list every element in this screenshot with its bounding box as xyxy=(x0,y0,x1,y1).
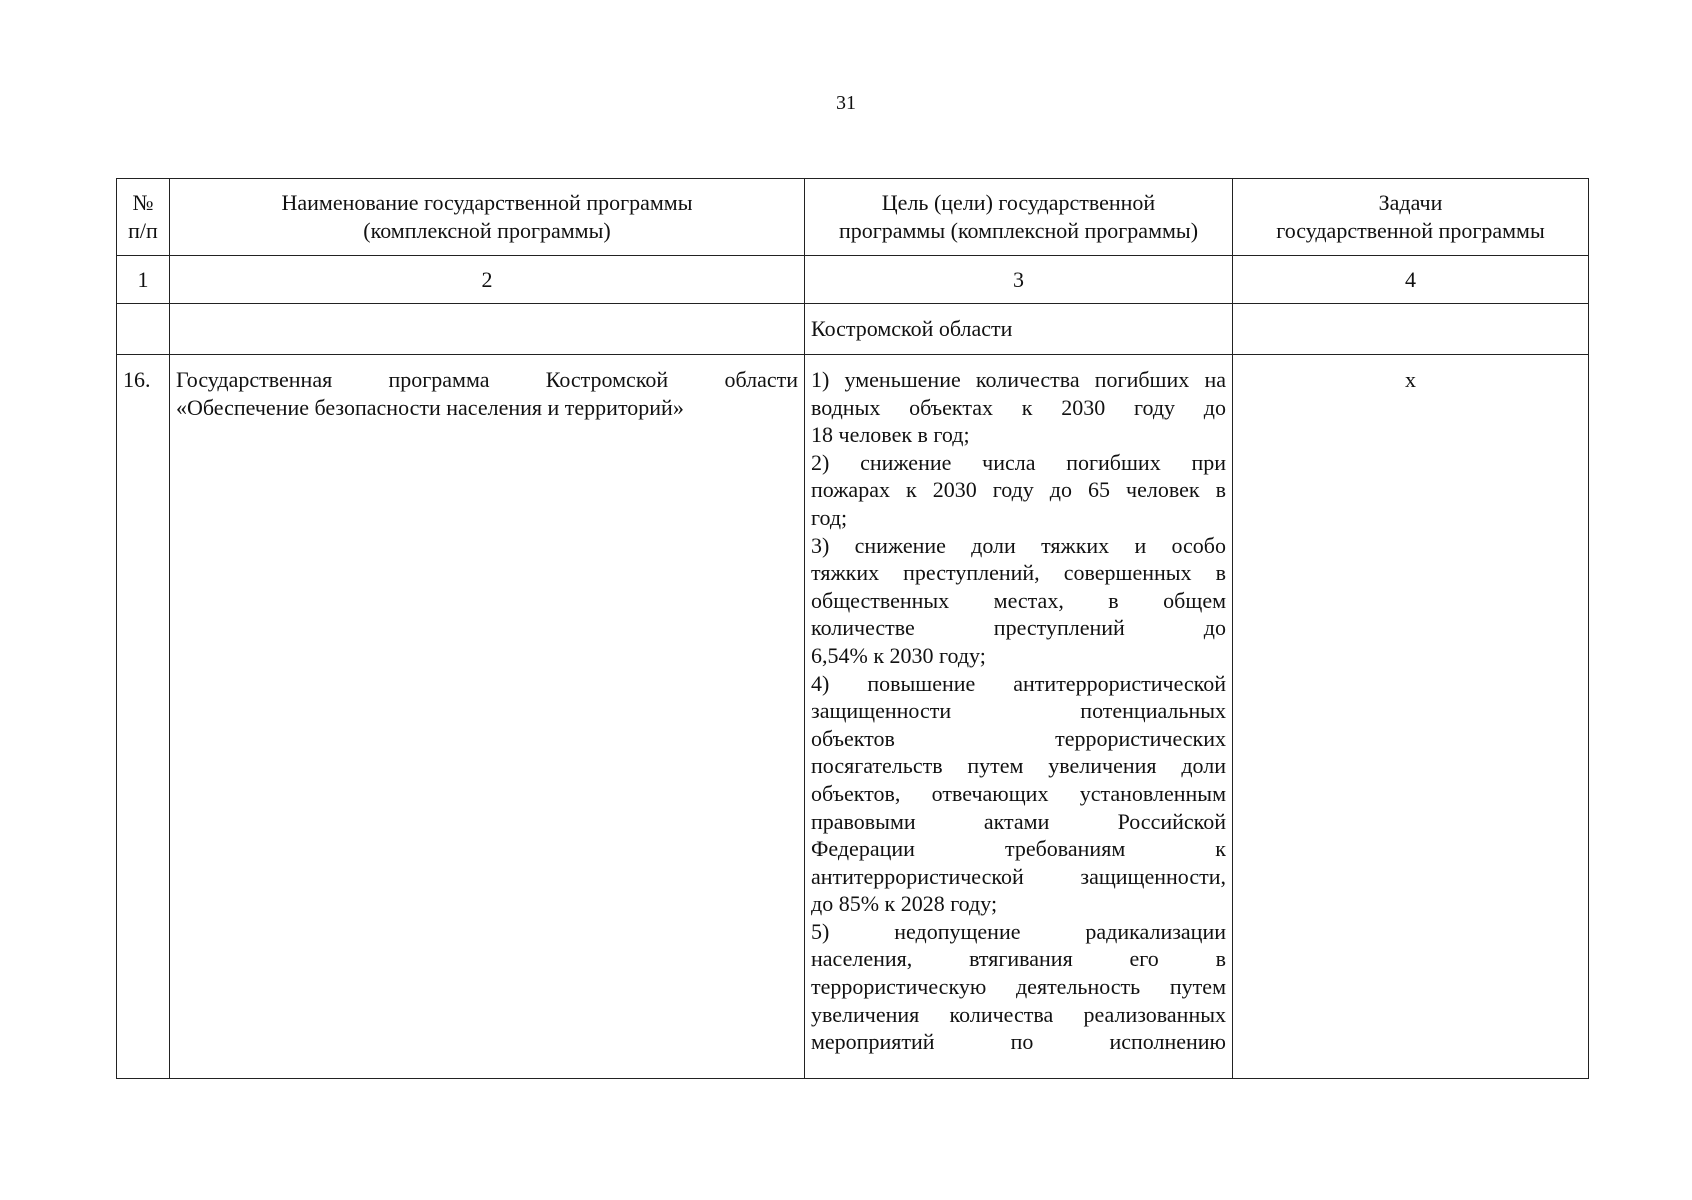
page-number: 31 xyxy=(836,92,856,114)
goal-line: правовыми актами Российской xyxy=(811,808,1226,834)
goal-line: мероприятий по исполнению xyxy=(811,1029,1226,1055)
column-number-2: 2 xyxy=(170,256,805,304)
program-name-line-2: «Обеспечение безопасности населения и территорий» xyxy=(176,394,684,420)
goal-line: террористическую деятельность путем xyxy=(811,974,1226,1000)
goal-line: населения, втягивания его в xyxy=(811,946,1226,972)
goal-line: год; xyxy=(811,504,848,530)
goal-line: защищенности потенциальных xyxy=(811,698,1226,724)
goal-line: 18 человек в год; xyxy=(811,422,970,448)
column-number-row xyxy=(117,256,1589,304)
goal-line: 4) повышение антитеррористической xyxy=(811,670,1226,696)
goal-line: Федерации требованиям к xyxy=(811,836,1226,862)
goal-line: до 85% к 2028 году; xyxy=(811,891,998,917)
program-goal-cell xyxy=(805,355,1233,1079)
goal-line: антитеррористической защищенности, xyxy=(811,863,1226,889)
continuation-cell-2 xyxy=(170,304,805,355)
goal-line: объектов, отвечающих установленным xyxy=(811,780,1226,806)
program-tasks-cell: x xyxy=(1233,355,1589,1079)
goal-line: тяжких преступлений, совершенных в xyxy=(811,560,1226,586)
header-program-tasks xyxy=(1233,179,1589,256)
program-name-cell xyxy=(170,355,805,1079)
goal-line: 5) недопущение радикализации xyxy=(811,918,1226,944)
header-program-name xyxy=(170,179,805,256)
goal-line: пожарах к 2030 году до 65 человек в xyxy=(811,477,1226,503)
column-number-1: 1 xyxy=(117,256,170,304)
header-number-line-2: п/п xyxy=(128,218,158,243)
goal-line: количестве преступлений до xyxy=(811,615,1226,641)
table-row-16 xyxy=(117,355,1589,1079)
header-program-tasks-line-1: Задачи xyxy=(1378,190,1443,216)
goal-line: водных объектах к 2030 году до xyxy=(811,394,1226,420)
header-program-goal-line-1: Цель (цели) государственной xyxy=(881,190,1156,216)
goal-line: увеличения количества реализованных xyxy=(811,1001,1226,1027)
continuation-cell-4 xyxy=(1233,304,1589,355)
goal-line: 2) снижение числа погибших при xyxy=(811,449,1226,475)
header-program-goal-line-2: программы (комплексной программы) xyxy=(838,218,1199,243)
goal-line: 1) уменьшение количества погибших на xyxy=(811,367,1226,392)
header-program-goal xyxy=(805,179,1233,256)
header-program-tasks-line-2: государственной программы xyxy=(1276,218,1545,243)
goal-line: объектов террористических xyxy=(811,725,1226,751)
table-header-row xyxy=(117,179,1589,256)
goal-line: 6,54% к 2030 году; xyxy=(811,642,986,668)
row-number: 16. xyxy=(117,355,170,1079)
continuation-cell-1 xyxy=(117,304,170,355)
header-number-line-1: № xyxy=(132,190,154,216)
header-number xyxy=(117,179,170,256)
header-program-name-line-2: (комплексной программы) xyxy=(363,218,611,243)
goal-line: посягательств путем увеличения доли xyxy=(811,753,1226,779)
header-program-name-line-1: Наименование государственной программы xyxy=(281,190,693,216)
goal-line: 3) снижение доли тяжких и особо xyxy=(811,532,1226,558)
continuation-goal-text: Костромской области xyxy=(805,304,1233,355)
programs-table xyxy=(116,178,1589,1079)
program-name-line-1: Государственная программа Костромской области xyxy=(176,367,798,392)
goal-line: общественных местах, в общем xyxy=(811,587,1226,613)
column-number-4: 4 xyxy=(1233,256,1589,304)
continuation-row xyxy=(117,304,1589,355)
column-number-3: 3 xyxy=(805,256,1233,304)
